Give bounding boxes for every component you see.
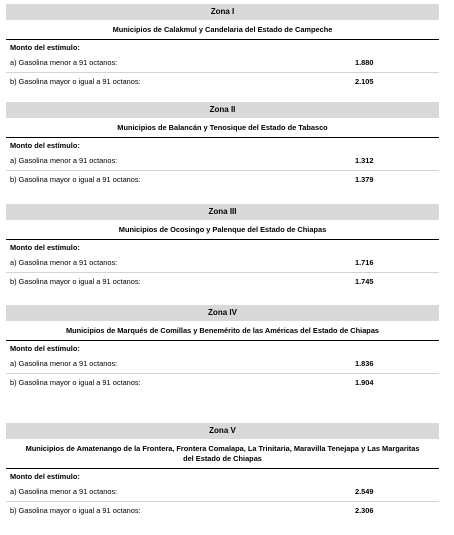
row-label: a) Gasolina menor a 91 octanos: bbox=[10, 258, 118, 267]
row-value: 1.745 bbox=[355, 277, 374, 286]
row-label: b) Gasolina mayor o igual a 91 octanos: bbox=[10, 277, 141, 286]
table-row bbox=[6, 152, 439, 171]
table-row bbox=[6, 171, 439, 189]
row-label: b) Gasolina mayor o igual a 91 octanos: bbox=[10, 506, 141, 515]
amount-label: Monto del estímulo: bbox=[10, 43, 80, 52]
amount-label: Monto del estímulo: bbox=[10, 243, 80, 252]
row-value: 2.549 bbox=[355, 487, 374, 496]
zone-description: Municipios de Balancán y Tenosique del Estado de Tabasco bbox=[6, 118, 439, 138]
zone-description: Municipios de Ocosingo y Palenque del Estado de Chiapas bbox=[6, 220, 439, 240]
row-label: b) Gasolina mayor o igual a 91 octanos: bbox=[10, 77, 141, 86]
zone-title: Zona III bbox=[6, 204, 439, 220]
row-label: a) Gasolina menor a 91 octanos: bbox=[10, 156, 118, 165]
row-value: 1.880 bbox=[355, 58, 374, 67]
row-value: 1.904 bbox=[355, 378, 374, 387]
zone-title: Zona V bbox=[6, 423, 439, 439]
row-label: a) Gasolina menor a 91 octanos: bbox=[10, 487, 118, 496]
zone-section bbox=[6, 423, 439, 520]
row-value: 1.312 bbox=[355, 156, 374, 165]
row-value: 1.716 bbox=[355, 258, 374, 267]
table-row bbox=[6, 355, 439, 374]
zone-description: Municipios de Marqués de Comillas y Benemérito de las Américas del Estado de Chiapas bbox=[6, 321, 439, 341]
table-row bbox=[6, 502, 439, 520]
row-value: 1.379 bbox=[355, 175, 374, 184]
table-row bbox=[6, 483, 439, 502]
zone-section bbox=[6, 102, 439, 189]
table-row bbox=[6, 73, 439, 91]
row-label: a) Gasolina menor a 91 octanos: bbox=[10, 359, 118, 368]
zone-section bbox=[6, 4, 439, 91]
zone-section bbox=[6, 204, 439, 291]
row-value: 2.306 bbox=[355, 506, 374, 515]
table-row bbox=[6, 54, 439, 73]
row-value: 1.836 bbox=[355, 359, 374, 368]
zone-description: Municipios de Calakmul y Candelaria del Estado de Campeche bbox=[6, 20, 439, 40]
amount-label: Monto del estímulo: bbox=[10, 344, 80, 353]
row-label: b) Gasolina mayor o igual a 91 octanos: bbox=[10, 175, 141, 184]
zone-title: Zona I bbox=[6, 4, 439, 20]
zone-title: Zona IV bbox=[6, 305, 439, 321]
row-label: a) Gasolina menor a 91 octanos: bbox=[10, 58, 118, 67]
zone-section bbox=[6, 305, 439, 392]
zone-title: Zona II bbox=[6, 102, 439, 118]
table-row bbox=[6, 254, 439, 273]
amount-label: Monto del estímulo: bbox=[10, 472, 80, 481]
row-value: 2.105 bbox=[355, 77, 374, 86]
zone-description: Municipios de Amatenango de la Frontera, Frontera Comalapa, La Trinitaria, Maravilla Tenejapa y Las Margaritas del Estado de Chiapas bbox=[6, 439, 439, 469]
table-row bbox=[6, 374, 439, 392]
amount-label: Monto del estímulo: bbox=[10, 141, 80, 150]
row-label: b) Gasolina mayor o igual a 91 octanos: bbox=[10, 378, 141, 387]
table-row bbox=[6, 273, 439, 291]
